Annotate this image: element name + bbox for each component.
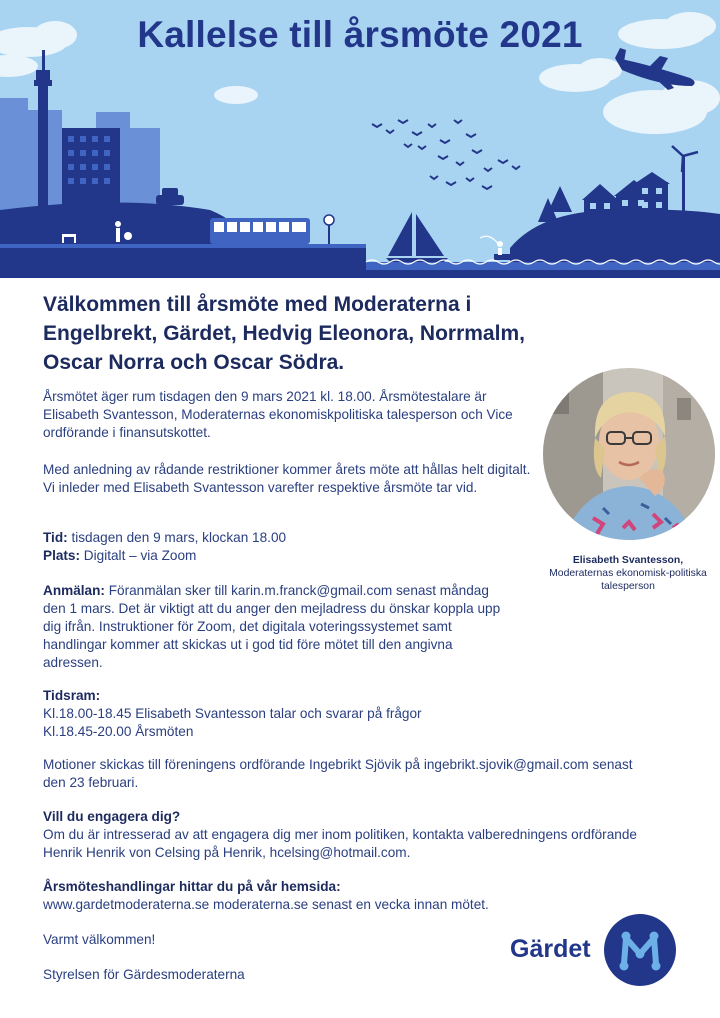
place-value: Digitalt – via Zoom — [80, 548, 197, 563]
time-value: tisdagen den 9 mars, klockan 18.00 — [67, 530, 287, 545]
signature-text: Styrelsen för Gärdesmoderaterna — [43, 967, 245, 982]
houses-icon — [582, 172, 670, 216]
intro-paragraph: Årsmötet äger rum tisdagen den 9 mars 2021 kl. 18.00. Årsmötestalare är Elisabeth Svantesson, Moderaternas ekonomiskpolitiska talesperson och Vice ordförande i finansutskottet. — [43, 389, 513, 440]
motions-paragraph: Motioner skickas till föreningens ordförande Ingebrikt Sjövik på ingebrikt.sjovik@gmail.com senast den 23 februari. — [43, 757, 633, 790]
time-line — [43, 529, 533, 547]
schedule-item: Kl.18.00-18.45 Elisabeth Svantesson talar och svarar på frågor — [43, 706, 422, 721]
page-title: Kallelse till årsmöte 2021 — [137, 14, 583, 55]
logo-text: Gärdet — [510, 935, 591, 963]
wind-turbine-icon — [672, 146, 698, 214]
schedule-item: Kl.18.45-20.00 Årsmöten — [43, 724, 194, 739]
engage-text: Om du är intresserad av att engagera dig mer inom politiken, kontakta valberedningens ordförande Henrik Henrik von Celsing på Henrik, hcelsing@hotmail.com. — [43, 827, 637, 860]
car-icon — [156, 188, 184, 205]
place-line — [43, 547, 533, 565]
headline: Välkommen till årsmöte med Moderaterna i Engelbrekt, Gärdet, Hedvig Eleonora, Norrmalm, Oscar Norra och Oscar Södra. — [43, 293, 525, 374]
schedule-label: Tidsram: — [43, 688, 101, 703]
speaker-title: Moderaternas ekonomisk-politiska talesperson — [549, 568, 707, 592]
sign-icon — [324, 215, 334, 244]
place-label: Plats: — [43, 548, 81, 563]
welcome-text: Varmt välkommen! — [43, 932, 156, 947]
registration-text: Föranmälan sker till karin.m.franck@gmail.com senast måndag den 1 mars. Det är viktigt att du anger den mejladress du önskar koppla upp dig ifrån. Instruktioner för Zoom, det digitala voteringssystemet samt handlingar kommer att skickas ut i god tid före mötet till den angivna adressen. — [43, 583, 501, 670]
birds-icon — [372, 120, 520, 189]
documents-label: Årsmöteshandlingar hittar du på vår hemsida: — [43, 879, 341, 894]
registration-label: Anmälan: — [43, 583, 105, 598]
documents-text: www.gardetmoderaterna.se moderaterna.se senast en vecka innan mötet. — [43, 897, 489, 912]
moderaterna-m-icon — [604, 914, 676, 986]
registration-paragraph — [43, 582, 513, 672]
portrait-image — [543, 368, 715, 540]
engage-label: Vill du engagera dig? — [43, 809, 181, 824]
time-label: Tid: — [43, 530, 68, 545]
portrait-caption — [548, 554, 708, 593]
sailboat-icon — [386, 212, 448, 266]
speaker-name: Elisabeth Svantesson, — [572, 555, 684, 566]
digital-paragraph: Med anledning av rådande restriktioner kommer årets möte att hållas helt digitalt. Vi inleder med Elisabeth Svantesson varefter respektive årsmöte tar vid. — [43, 462, 531, 495]
bus-icon — [210, 218, 310, 244]
header-banner — [0, 0, 720, 278]
